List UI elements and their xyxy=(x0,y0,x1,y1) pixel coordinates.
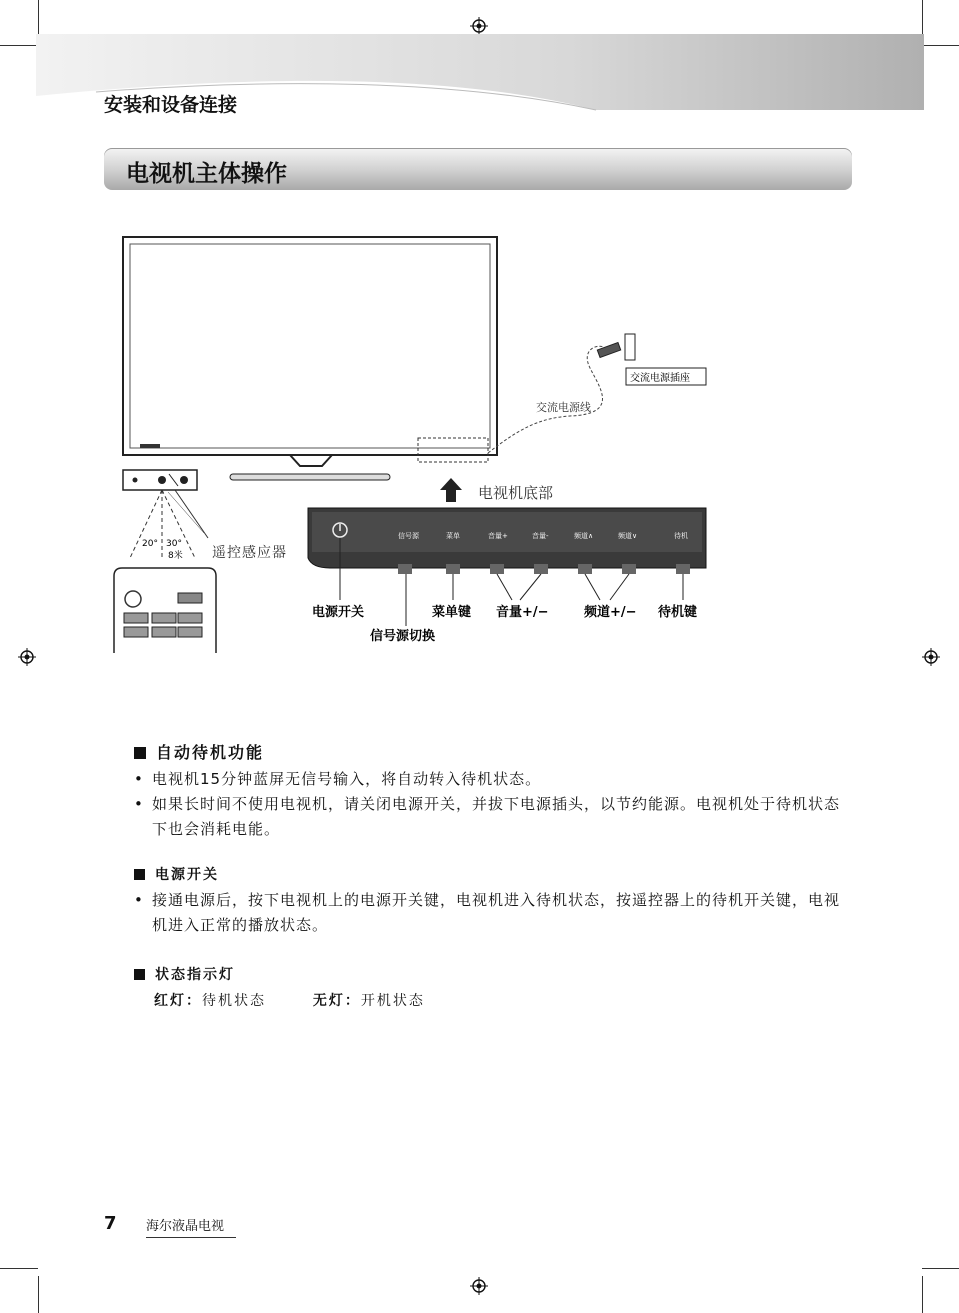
registration-mark-icon xyxy=(922,648,940,666)
no-light-value: 开机状态 xyxy=(360,993,425,1009)
list-item: • 如果长时间不使用电视机，请关闭电源开关，并拔下电源插头，以节约能源。电视机处于待机状态下也会消耗电能。 xyxy=(134,792,854,842)
red-light-label: 红灯： xyxy=(154,993,202,1009)
crop-mark xyxy=(0,1268,38,1269)
tv-bottom-panel xyxy=(308,508,706,574)
callout-standby: 待机键 xyxy=(658,605,698,620)
remote-sensor-label: 遥控感应器 xyxy=(212,545,287,561)
remote-control-icon xyxy=(114,568,216,653)
registration-mark-icon xyxy=(470,1277,488,1295)
angle-left: 20° xyxy=(142,539,158,549)
up-arrow-icon xyxy=(440,478,462,502)
angle-right: 30° xyxy=(166,539,182,549)
red-light-value: 待机状态 xyxy=(202,993,266,1009)
indicator-status xyxy=(154,990,854,1010)
power-cord xyxy=(488,346,605,453)
page-number: 7 xyxy=(104,1213,117,1234)
registration-mark-icon xyxy=(470,17,488,35)
callout-channel: 频道+/− xyxy=(584,605,637,620)
panel-button-source: 信号源 xyxy=(398,532,419,540)
power-cord-label: 交流电源线 xyxy=(536,401,591,414)
panel-button-ch-down: 频道∨ xyxy=(618,532,638,540)
crop-mark xyxy=(922,45,959,46)
crop-mark xyxy=(0,45,38,46)
panel-button-vol-up: 音量+ xyxy=(488,532,508,540)
tv-front xyxy=(123,237,497,480)
tv-diagram xyxy=(100,228,720,653)
ac-outlet-label: 交流电源插座 xyxy=(630,373,690,384)
section-heading: 状态指示灯 xyxy=(134,964,854,984)
tv-bottom-label: 电视机底部 xyxy=(478,484,554,502)
list-item: • 接通电源后，按下电视机上的电源开关键，电视机进入待机状态，按遥控器上的待机开关键，电视机进入正常的播放状态。 xyxy=(134,888,854,938)
section-auto-standby xyxy=(134,740,854,842)
footer-brand: 海尔液晶电视 xyxy=(146,1215,236,1238)
banner xyxy=(104,148,852,190)
registration-mark-icon xyxy=(18,648,36,666)
crop-mark xyxy=(922,1268,959,1269)
panel-button-ch-up: 频道∧ xyxy=(574,532,594,540)
bullet-square-icon xyxy=(134,969,145,980)
banner-title: 电视机主体操作 xyxy=(126,161,287,187)
callout-source: 信号源切换 xyxy=(370,629,436,644)
section-indicator xyxy=(134,964,854,1010)
callout-menu: 菜单键 xyxy=(432,605,472,620)
section-title: 安装和设备连接 xyxy=(104,94,238,116)
section-heading: 电源开关 xyxy=(134,864,854,884)
panel-button-standby: 待机 xyxy=(674,532,688,540)
crop-mark xyxy=(38,1276,39,1313)
callout-power: 电源开关 xyxy=(312,605,365,620)
bullet-square-icon xyxy=(134,869,145,880)
section-heading: 自动待机功能 xyxy=(134,740,854,763)
panel-button-menu: 菜单 xyxy=(446,532,460,540)
section-power-switch xyxy=(134,864,854,938)
panel-button-vol-down: 音量- xyxy=(532,532,549,540)
list-item: • 电视机15分钟蓝屏无信号输入，将自动转入待机状态。 xyxy=(134,767,854,792)
bullet-square-icon xyxy=(134,747,146,759)
crop-mark xyxy=(38,0,39,36)
no-light-label: 无灯： xyxy=(312,993,361,1009)
distance-label: 8米 xyxy=(168,551,183,561)
crop-mark xyxy=(922,1276,923,1313)
callout-volume: 音量+/− xyxy=(496,605,549,620)
crop-mark xyxy=(922,0,923,36)
